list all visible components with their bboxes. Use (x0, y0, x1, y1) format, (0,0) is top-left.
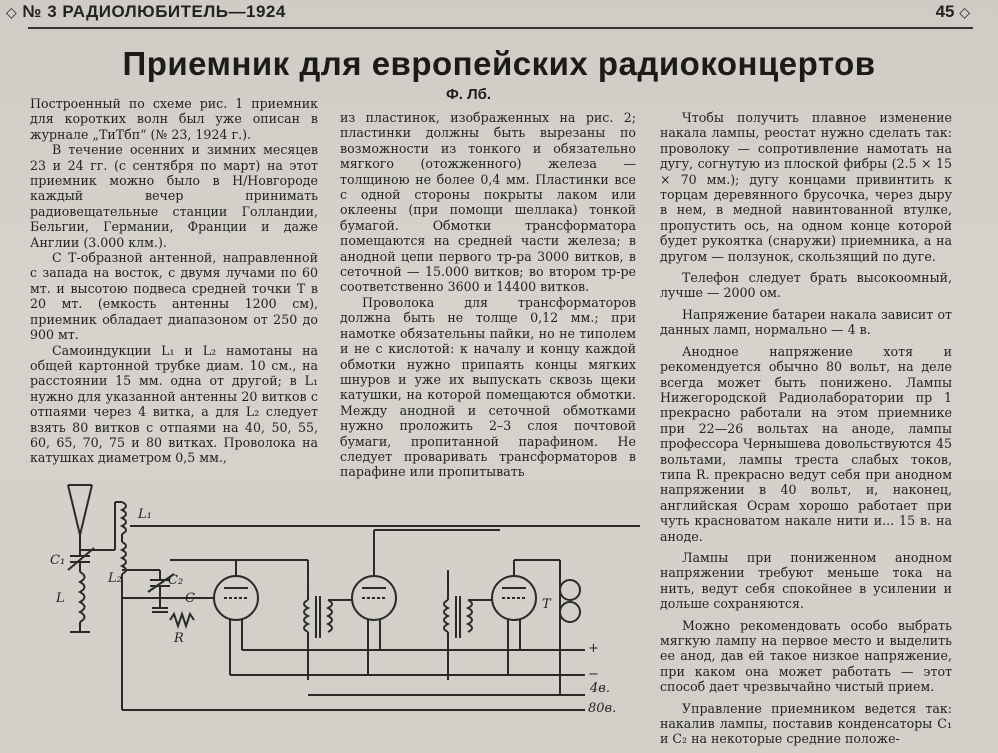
column-2 (340, 110, 636, 480)
article-author: Ф. Лб. (446, 86, 492, 103)
label-minus: − (588, 667, 599, 682)
paragraph: Можно рекомендовать особо выбрать мягкую лампу на первое место и выделить ее анод, дав ей такое низкое напряжение, при каком она может работать — этот способ дает чрезвычайно чистый прием. (660, 617, 952, 695)
label-c1: C₁ (50, 553, 66, 568)
label-4v: 4в. (590, 681, 610, 696)
inductor-l1-icon (122, 502, 126, 534)
label-t: T (542, 597, 551, 612)
diamond-ornament-icon: ◇ (6, 4, 18, 20)
label-c: C (185, 591, 195, 606)
resistor-r-icon (170, 614, 194, 626)
paragraph: из пластинок, изображенных на рис. 2; пластинки должны быть вырезаны по возможности из тонкого и обязательно мягкого (отожженного) железа — толщиною не более 0,4 мм. Пластинки все с одной стороны покрыты лаком или оклеены (при помощи шеллака) тонкой бумагой. Обмотки трансформатора помещаются на средней части железа; в анодной цепи первого тр-ра 3000 витков, в сеточной — 15.000 витков; во втором тр-ре соответственно 3600 и 14400 витков. (340, 110, 636, 295)
transformer-1-icon (304, 596, 332, 638)
capacitor-c1-icon (68, 548, 94, 572)
label-plus: + (588, 641, 599, 656)
article-title: Приемник для европейских радиоконцертов (122, 45, 876, 82)
label-c2: C₂ (168, 573, 184, 588)
receiver-circuit-schematic (40, 480, 640, 733)
antenna-icon (68, 485, 92, 548)
inductor-l-icon (80, 572, 85, 622)
telephone-icon (560, 580, 580, 622)
transformer-2-icon (444, 596, 472, 638)
paragraph: Построенный по схеме рис. 1 приемник для коротких волн был уже описан в журнале „ТиТбп“ (№ 23, 1924 г.). (30, 96, 318, 142)
paragraph: Телефон следует брать высокоомный, лучше — 2000 ом. (660, 270, 952, 301)
running-header (0, 0, 998, 26)
paragraph: Проволока для трансформаторов должна быть не толще 0,12 мм.; при намотке обязательны пайки, но не типолем и не с кислотой: к началу и концу каждой обмотки нужно припаять концы мягких шнуров и уже их выпускать сквозь щеки катушки, на которой помещаются обмотки. Между анодной и сеточной обмотками нужно проложить 2–3 слоя почтовой бумаги, пропитанной парафином. Не следует проваривать трансформаторов в парафине или пропитывать (340, 294, 636, 480)
label-l: L (56, 591, 65, 606)
diamond-ornament-icon: ◇ (959, 4, 970, 20)
label-r: R (174, 631, 184, 646)
header-rule (28, 27, 973, 29)
paragraph: С Т-образной антенной, направленной с запада на восток, с двумя лучами по 60 мт. и высотою подвеса средней точки Т в 20 мт. (емкость антенны 1200 см), приемник обладает диапазоном от 250 до 900 мт. (30, 250, 318, 343)
paragraph: В течение осенних и зимних месяцев 23 и 24 гг. (с сентября по март) на этот приемник можно было в Н/Новгороде каждый вечер принимать радиовещательные станции Голландии, Бельгии, Германии, Франции и даже Англии (3.000 клм.). (30, 142, 318, 250)
paragraph: Чтобы получить плавное изменение накала лампы, реостат нужно сделать так: проволоку — сопротивление намотать на дугу, согнутую из плоской фибры (2.5 × 15 × 70 мм.); дугу концами привинтить к торцам деревянного брусочка, через дыру в нем, в медной навинтованной втулке, пропустить ось, на одном конце которой будет рукоятка (снаружи) приемника, а на другом — ползунок, скользящий по дуге. (660, 110, 952, 264)
label-l2: L₂ (108, 571, 122, 586)
label-l1: L₁ (138, 507, 152, 522)
paragraph: Лампы при пониженном анодном напряжении требуют меньше тока на нить, ведут себя спокойнее в усилении и дольше сохраняются. (660, 549, 952, 612)
header-title: № 3 РАДИОЛЮБИТЕЛЬ—1924 (22, 2, 286, 21)
paragraph: Напряжение батареи накала зависит от данных ламп, нормально — 4 в. (660, 306, 952, 338)
page-number: 45 (935, 2, 955, 21)
paragraph: Самоиндукции L₁ и L₂ намотаны на общей картонной трубке диам. 10 см., на расстоянии 15 мм. одна от другой; в L₁ нужно для указанной антенны 20 витков с отпаями через 4 витка, а для L₂ следует взять 80 витков с отпаями на 40, 50, 55, 60, 65, 70, 75 и 80 витках. Проволока на катушках диаметром 0,5 мм., (30, 342, 318, 466)
paragraph: Управление приемником ведется так: накалив лампы, поставив конденсаторы C₁ и C₂ на некоторые средние положе- (660, 700, 952, 747)
column-1 (30, 96, 318, 466)
paragraph: Анодное напряжение хотя и рекомендуется обычно 80 вольт, на деле всегда может быть понижено. Лампы Нижегородской Радиолаборатории пр 1 прекрасно работали на этом приемнике при 22—26 вольтах на аноде, лампы профессора Чернышева довольствуются 45 вольтами, лампы треста слабых токов, типа R. прекрасно ведут себя при анодном напряжении в 40 вольт, и, наконец, английская Осрам хорошо работает при чуть красноватом накале нити и... 15 в. на аноде. (660, 343, 952, 544)
column-3 (660, 110, 952, 753)
label-80v: 80в. (588, 701, 617, 716)
